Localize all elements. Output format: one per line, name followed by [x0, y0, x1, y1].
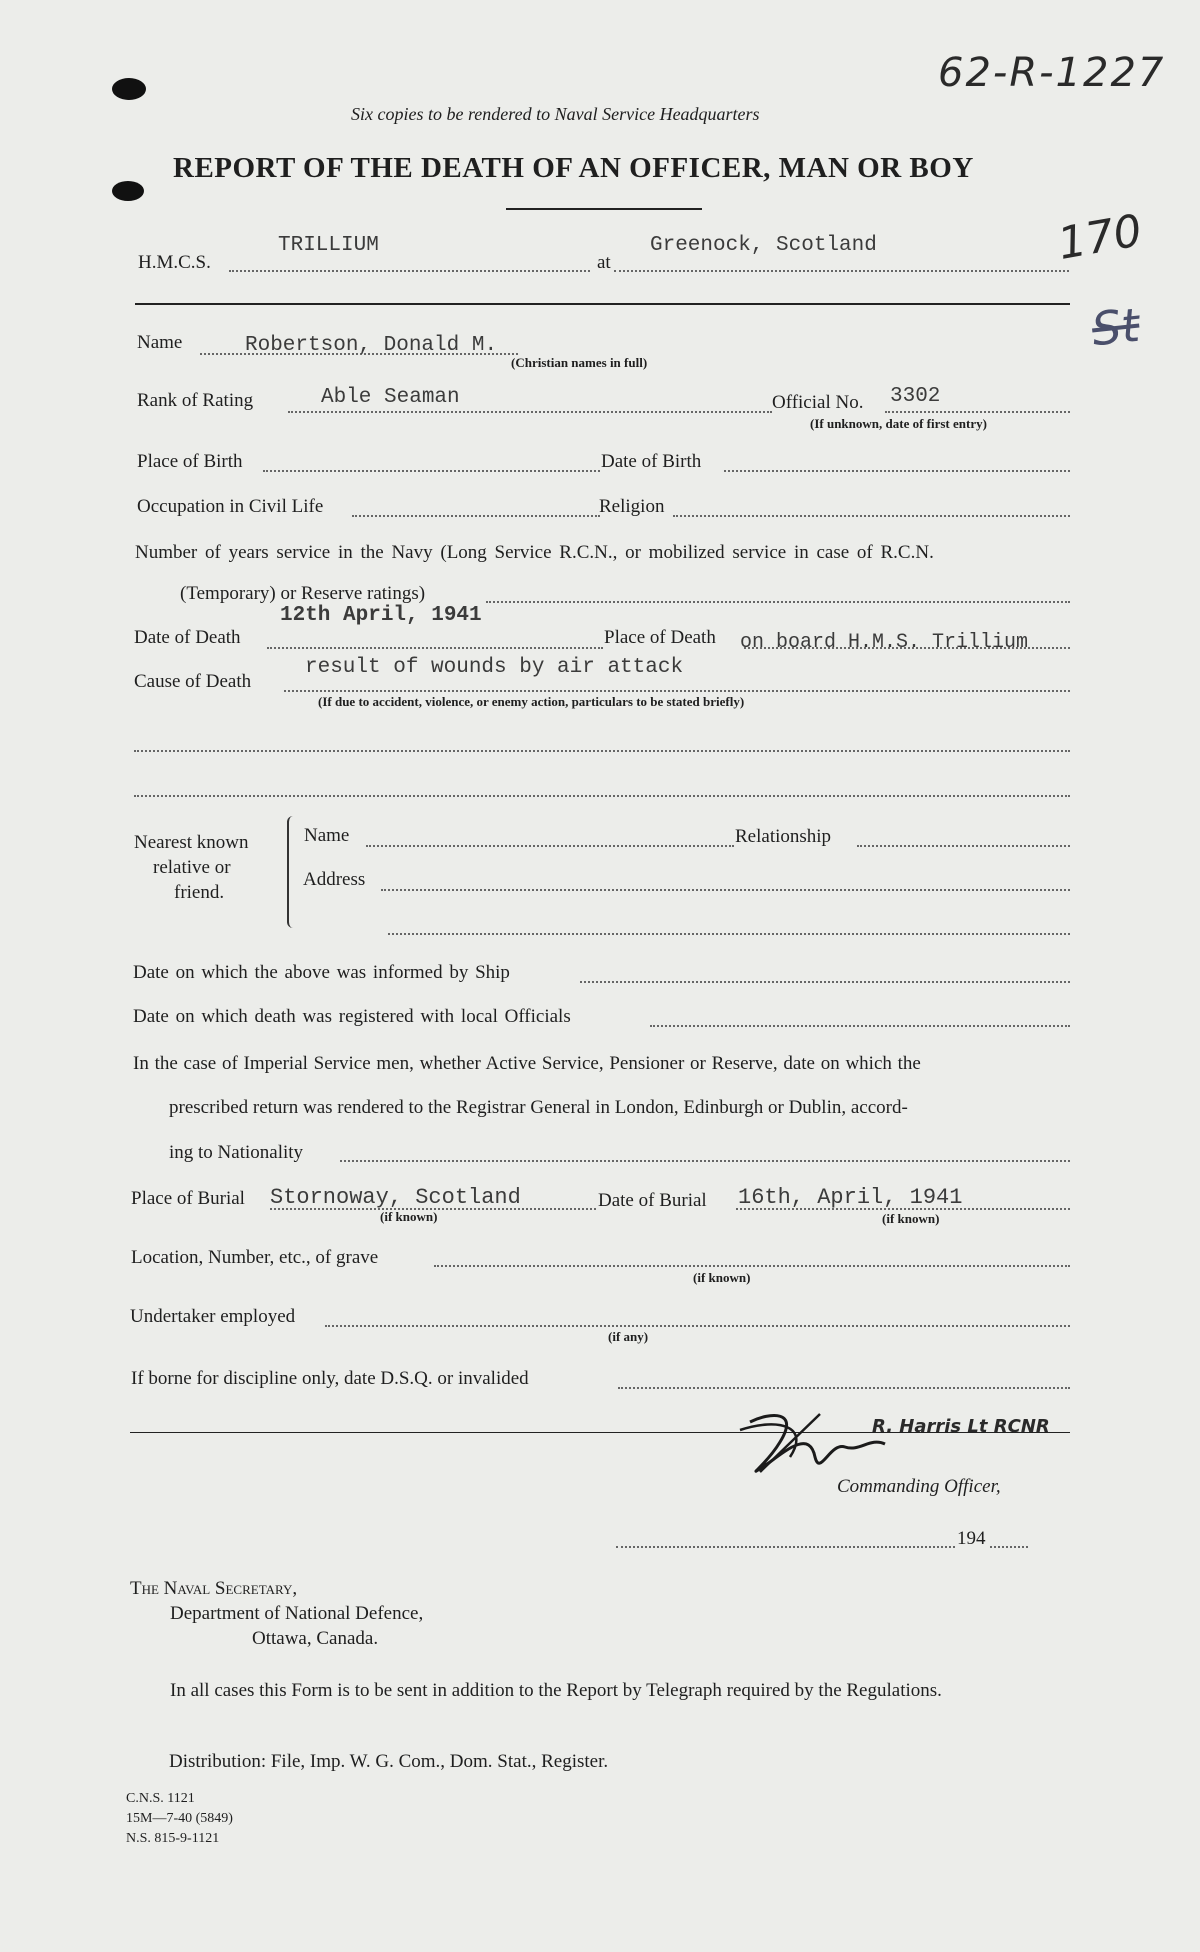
address-line-2: [388, 933, 1070, 935]
place-of-death-label: Place of Death: [604, 627, 716, 648]
grave-if-known: (if known): [693, 1270, 751, 1285]
form-code-1: C.N.S. 1121: [126, 1791, 195, 1806]
occupation-line: [352, 515, 600, 517]
cause-of-death-label: Cause of Death: [134, 671, 252, 692]
punch-hole-bottom: [112, 181, 144, 201]
undertaker-label: Undertaker employed: [130, 1306, 296, 1327]
rank-value[interactable]: Able Seaman: [321, 386, 460, 409]
form-code-3: N.S. 815-9-1121: [126, 1831, 220, 1846]
nearest-relative-label-2: relative or: [153, 857, 231, 878]
cause-of-death-line: [284, 690, 1070, 692]
place-of-burial-label: Place of Burial: [131, 1188, 245, 1209]
handwritten-initials: St: [1089, 297, 1142, 357]
ship-value[interactable]: TRILLIUM: [278, 234, 379, 257]
rank-label: Rank of Rating: [137, 390, 254, 411]
addressee-line-2: Department of National Defence,: [170, 1603, 424, 1624]
relationship-line: [857, 845, 1070, 847]
cause-extra-line-2: [134, 795, 1070, 797]
date-of-birth-label: Date of Birth: [601, 451, 702, 472]
page-title: REPORT OF THE DEATH OF AN OFFICER, MAN OR BOY: [173, 152, 974, 184]
imperial-label-1: In the case of Imperial Service men, whether Active Service, Pensioner or Reserve, date on which the: [133, 1053, 921, 1074]
form-code-2: 15M—7-40 (5849): [126, 1811, 233, 1826]
punch-hole-top: [112, 78, 146, 100]
hmcs-line: [229, 270, 590, 272]
christian-names-note: (Christian names in full): [511, 355, 648, 370]
undertaker-if-any: (if any): [608, 1329, 649, 1344]
relative-name-line: [366, 845, 734, 847]
official-no-value[interactable]: 3302: [890, 385, 941, 408]
location-line: [614, 270, 1069, 272]
imperial-line: [340, 1160, 1070, 1162]
rank-line: [288, 411, 772, 413]
years-service-label-2: (Temporary) or Reserve ratings): [180, 583, 426, 604]
discipline-line: [618, 1387, 1070, 1389]
relative-name-label: Name: [304, 825, 350, 846]
cause-of-death-value[interactable]: result of wounds by air attack: [305, 656, 684, 679]
handwritten-file-number: 62-R-1227: [938, 50, 1166, 96]
distribution-line: Distribution: File, Imp. W. G. Com., Dom. Stat., Register.: [169, 1751, 609, 1772]
informed-line: [580, 981, 1070, 983]
place-of-death-value[interactable]: on board H.M.S. Trillium: [740, 631, 1029, 654]
title-underline: [506, 208, 702, 210]
addressee-line-3: Ottawa, Canada.: [252, 1628, 379, 1649]
place-of-birth-label: Place of Birth: [137, 451, 243, 472]
commanding-officer-label: Commanding Officer,: [837, 1476, 1001, 1497]
cause-extra-line-1: [134, 750, 1070, 752]
grave-line: [434, 1265, 1070, 1267]
imperial-label-3: ing to Nationality: [169, 1142, 304, 1163]
nearest-relative-label-3: friend.: [174, 882, 225, 903]
undertaker-line: [325, 1325, 1070, 1327]
date-of-burial-value[interactable]: 16th, April, 1941: [738, 1185, 963, 1210]
copies-note: Six copies to be rendered to Naval Service Headquarters: [351, 104, 760, 124]
handwritten-folio: 170: [1054, 205, 1146, 270]
informed-label: Date on which the above was informed by Ship: [133, 962, 510, 983]
address-line-1: [381, 889, 1070, 891]
address-label: Address: [303, 869, 366, 890]
burial-place-if-known: (if known): [380, 1209, 438, 1224]
addressee-line-1: The Naval Secretary,: [130, 1578, 298, 1599]
official-no-note: (If unknown, date of first entry): [810, 416, 987, 431]
signature-rank: R. Harris Lt RCNR: [872, 1416, 1050, 1437]
footer-note: In all cases this Form is to be sent in addition to the Report by Telegraph required by the Regulations.: [170, 1680, 942, 1701]
place-of-birth-line: [263, 470, 600, 472]
location-value[interactable]: Greenock, Scotland: [650, 234, 877, 257]
imperial-label-2: prescribed return was rendered to the Registrar General in London, Edinburgh or Dublin, accord-: [169, 1097, 908, 1118]
date-of-burial-label: Date of Burial: [598, 1190, 707, 1211]
years-service-label-1: Number of years service in the Navy (Long Service R.C.N., or mobilized service in case of R.C.N.: [135, 542, 934, 563]
date-of-death-value[interactable]: 12th April, 1941: [280, 604, 482, 627]
discipline-label: If borne for discipline only, date D.S.Q. or invalided: [131, 1368, 529, 1389]
religion-label: Religion: [599, 496, 665, 517]
place-of-burial-value[interactable]: Stornoway, Scotland: [270, 1185, 521, 1210]
date-of-birth-line: [724, 470, 1070, 472]
registered-line: [650, 1025, 1070, 1027]
relationship-label: Relationship: [735, 826, 832, 847]
year-line: [990, 1546, 1028, 1548]
name-label: Name: [137, 332, 183, 353]
grave-label: Location, Number, etc., of grave: [131, 1247, 379, 1268]
religion-line: [673, 515, 1070, 517]
official-no-label: Official No.: [772, 392, 864, 413]
hmcs-label: H.M.C.S.: [138, 252, 211, 273]
name-value[interactable]: Robertson, Donald M.: [245, 334, 498, 357]
years-service-line: [486, 601, 1070, 603]
year-prefix: 194: [957, 1528, 986, 1549]
at-label: at: [597, 252, 611, 273]
header-divider: [135, 303, 1070, 305]
burial-date-if-known: (if known): [882, 1211, 940, 1226]
registered-label: Date on which death was registered with local Officials: [133, 1006, 571, 1027]
occupation-label: Occupation in Civil Life: [137, 496, 324, 517]
date-of-death-line: [267, 647, 603, 649]
official-no-line: [885, 411, 1070, 413]
date-signed-line: [616, 1546, 955, 1548]
relative-brace: [287, 816, 299, 928]
cause-note: (If due to accident, violence, or enemy action, particulars to be stated briefly): [318, 694, 745, 709]
nearest-relative-label-1: Nearest known: [134, 832, 249, 853]
date-of-death-label: Date of Death: [134, 627, 241, 648]
